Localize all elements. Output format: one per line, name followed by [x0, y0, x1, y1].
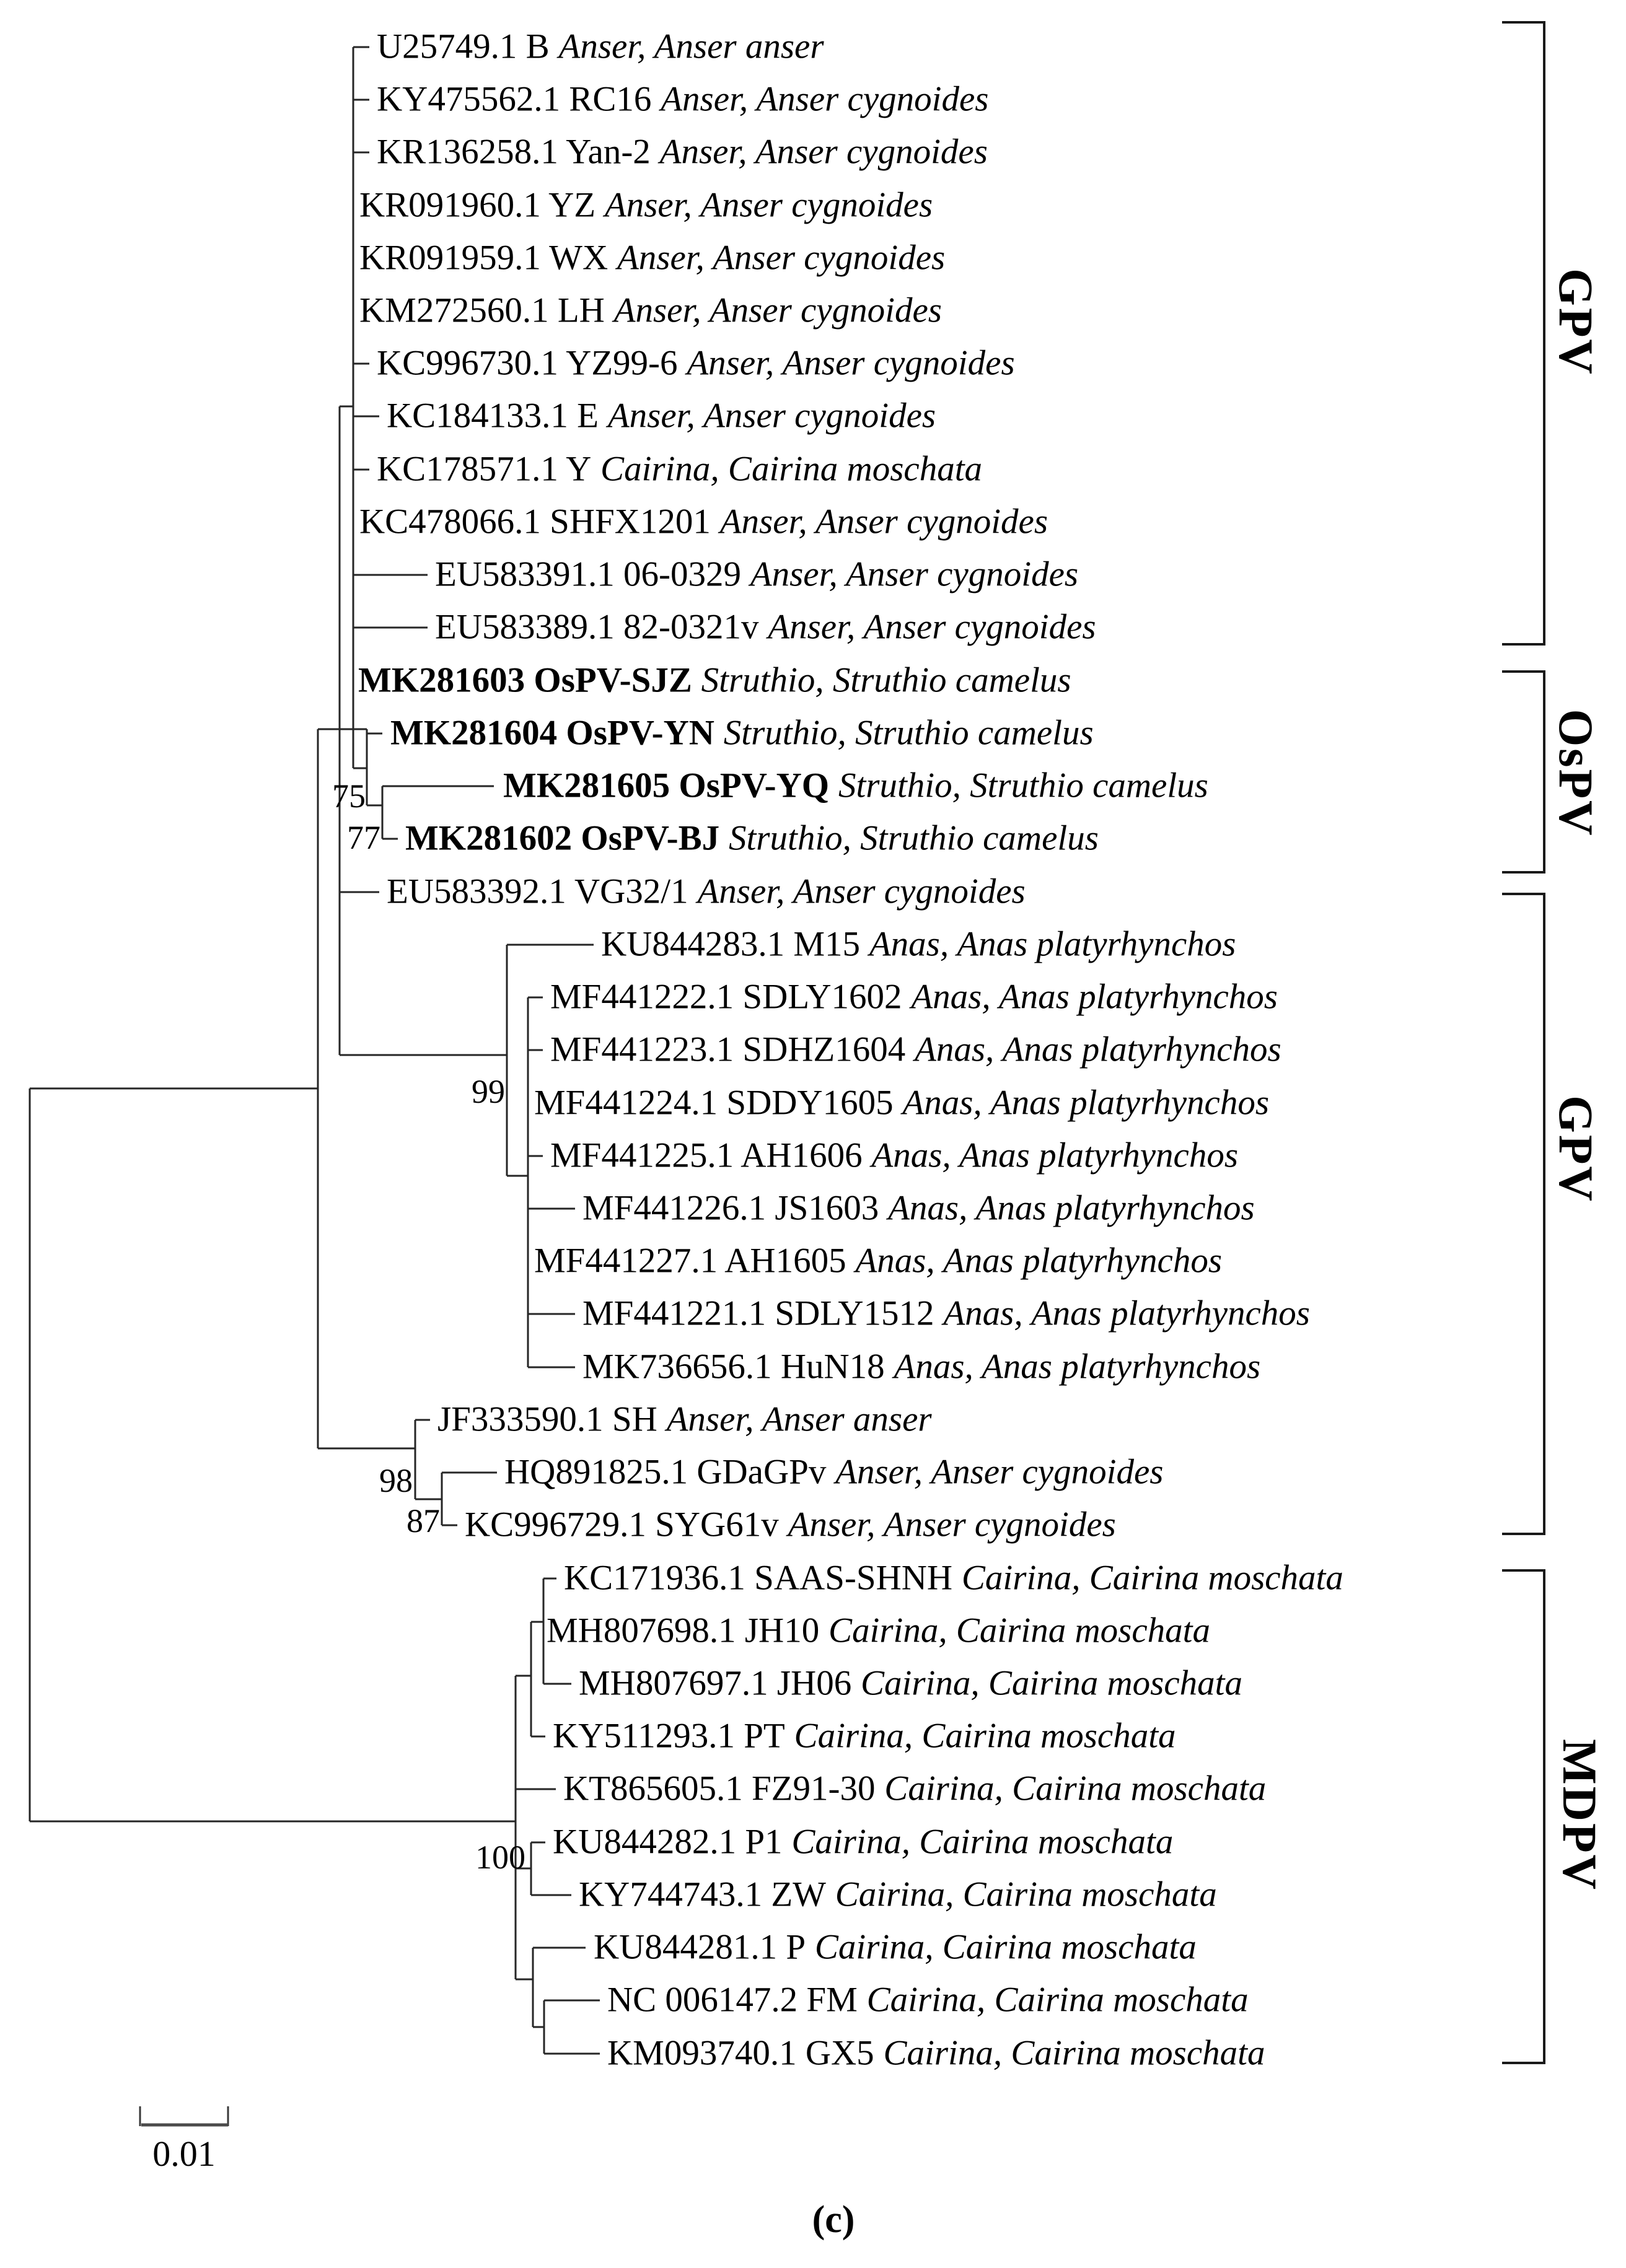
clade-brackets — [1502, 22, 1544, 2063]
taxon-label: KU844282.1 P1 Cairina, Cairina moschata — [553, 1822, 1174, 1862]
taxon-label: HQ891825.1 GDaGPv Anser, Anser cygnoides — [504, 1452, 1164, 1492]
taxon-label: MK736656.1 HuN18 Anas, Anas platyrhynchos — [582, 1347, 1261, 1386]
taxon-label: EU583391.1 06-0329 Anser, Anser cygnoides — [435, 554, 1079, 594]
figure-caption: (c) — [812, 2199, 855, 2241]
taxon-label: MF441225.1 AH1606 Anas, Anas platyrhynchos — [550, 1136, 1239, 1175]
taxon-label: KC478066.1 SHFX1201 Anser, Anser cygnoides — [359, 502, 1048, 541]
taxon-label: MF441224.1 SDDY1605 Anas, Anas platyrhynchos — [534, 1083, 1270, 1123]
taxon-label: KY511293.1 PT Cairina, Cairina moschata — [553, 1716, 1176, 1756]
taxon-label: KU844281.1 P Cairina, Cairina moschata — [594, 1927, 1197, 1967]
bootstrap-value-98: 98 — [379, 1462, 413, 1499]
taxon-label: KR091959.1 WX Anser, Anser cygnoides — [359, 238, 946, 278]
taxon-label: KC178571.1 Y Cairina, Cairina moschata — [377, 449, 983, 489]
taxon-label-ospv: MK281603 OsPV-SJZ Struthio, Struthio camelus — [358, 660, 1071, 700]
taxon-label: KR136258.1 Yan-2 Anser, Anser cygnoides — [377, 132, 988, 172]
taxon-label: KR091960.1 YZ Anser, Anser cygnoides — [359, 185, 933, 225]
taxon-label: MH807697.1 JH06 Cairina, Cairina moschata — [579, 1663, 1242, 1703]
scale-bar — [140, 2106, 228, 2126]
clade-bracket-label-mdpv: MDPV — [1553, 1739, 1607, 1891]
taxon-label: KC996730.1 YZ99-6 Anser, Anser cygnoides — [377, 343, 1015, 383]
scale-bar-label: 0.01 — [152, 2134, 216, 2174]
taxon-label: MF441226.1 JS1603 Anas, Anas platyrhynchos — [582, 1188, 1255, 1228]
taxon-label: MF441221.1 SDLY1512 Anas, Anas platyrhynchos — [582, 1294, 1310, 1333]
taxon-label: EU583389.1 82-0321v Anser, Anser cygnoides — [435, 607, 1096, 647]
taxon-label: NC 006147.2 FM Cairina, Cairina moschata — [607, 1980, 1249, 2020]
clade-bracket-label-gpv-duck: GPV — [1549, 1095, 1603, 1203]
bootstrap-value-77: 77 — [347, 819, 380, 856]
taxon-label: KY744743.1 ZW Cairina, Cairina moschata — [579, 1875, 1217, 1914]
taxon-label: KC996729.1 SYG61v Anser, Anser cygnoides — [465, 1505, 1116, 1544]
clade-bracket-label-ospv: OsPV — [1549, 709, 1603, 838]
bootstrap-value-100: 100 — [475, 1839, 525, 1876]
taxon-label: KT865605.1 FZ91-30 Cairina, Cairina moschata — [563, 1769, 1267, 1808]
taxon-label: EU583392.1 VG32/1 Anser, Anser cygnoides — [387, 872, 1026, 911]
taxon-label-ospv: MK281604 OsPV-YN Struthio, Struthio camelus — [390, 713, 1094, 753]
taxon-label: KU844283.1 M15 Anas, Anas platyrhynchos — [601, 924, 1236, 964]
taxon-label: KC171936.1 SAAS-SHNH Cairina, Cairina moschata — [564, 1558, 1343, 1598]
clade-bracket-label-gpv-top: GPV — [1549, 268, 1603, 376]
taxon-label-ospv: MK281605 OsPV-YQ Struthio, Struthio camelus — [503, 766, 1208, 805]
taxon-label-ospv: MK281602 OsPV-BJ Struthio, Struthio camelus — [405, 818, 1099, 858]
bootstrap-value-87: 87 — [406, 1502, 440, 1539]
taxon-label: MH807698.1 JH10 Cairina, Cairina moschata — [547, 1611, 1210, 1650]
taxon-label: KC184133.1 E Anser, Anser cygnoides — [387, 396, 936, 436]
bootstrap-value-75: 75 — [332, 777, 366, 815]
taxon-label: JF333590.1 SH Anser, Anser anser — [437, 1399, 932, 1439]
bootstrap-value-99: 99 — [472, 1073, 505, 1110]
taxon-label: MF441223.1 SDHZ1604 Anas, Anas platyrhynchos — [550, 1030, 1281, 1069]
taxon-label: KM272560.1 LH Anser, Anser cygnoides — [359, 291, 942, 330]
taxon-label: MF441222.1 SDLY1602 Anas, Anas platyrhynchos — [550, 977, 1278, 1017]
taxon-label: KY475562.1 RC16 Anser, Anser cygnoides — [377, 79, 989, 119]
taxon-label: U25749.1 B Anser, Anser anser — [377, 27, 824, 66]
taxon-label: MF441227.1 AH1605 Anas, Anas platyrhynchos — [534, 1241, 1223, 1281]
taxon-label: KM093740.1 GX5 Cairina, Cairina moschata — [607, 2033, 1265, 2073]
